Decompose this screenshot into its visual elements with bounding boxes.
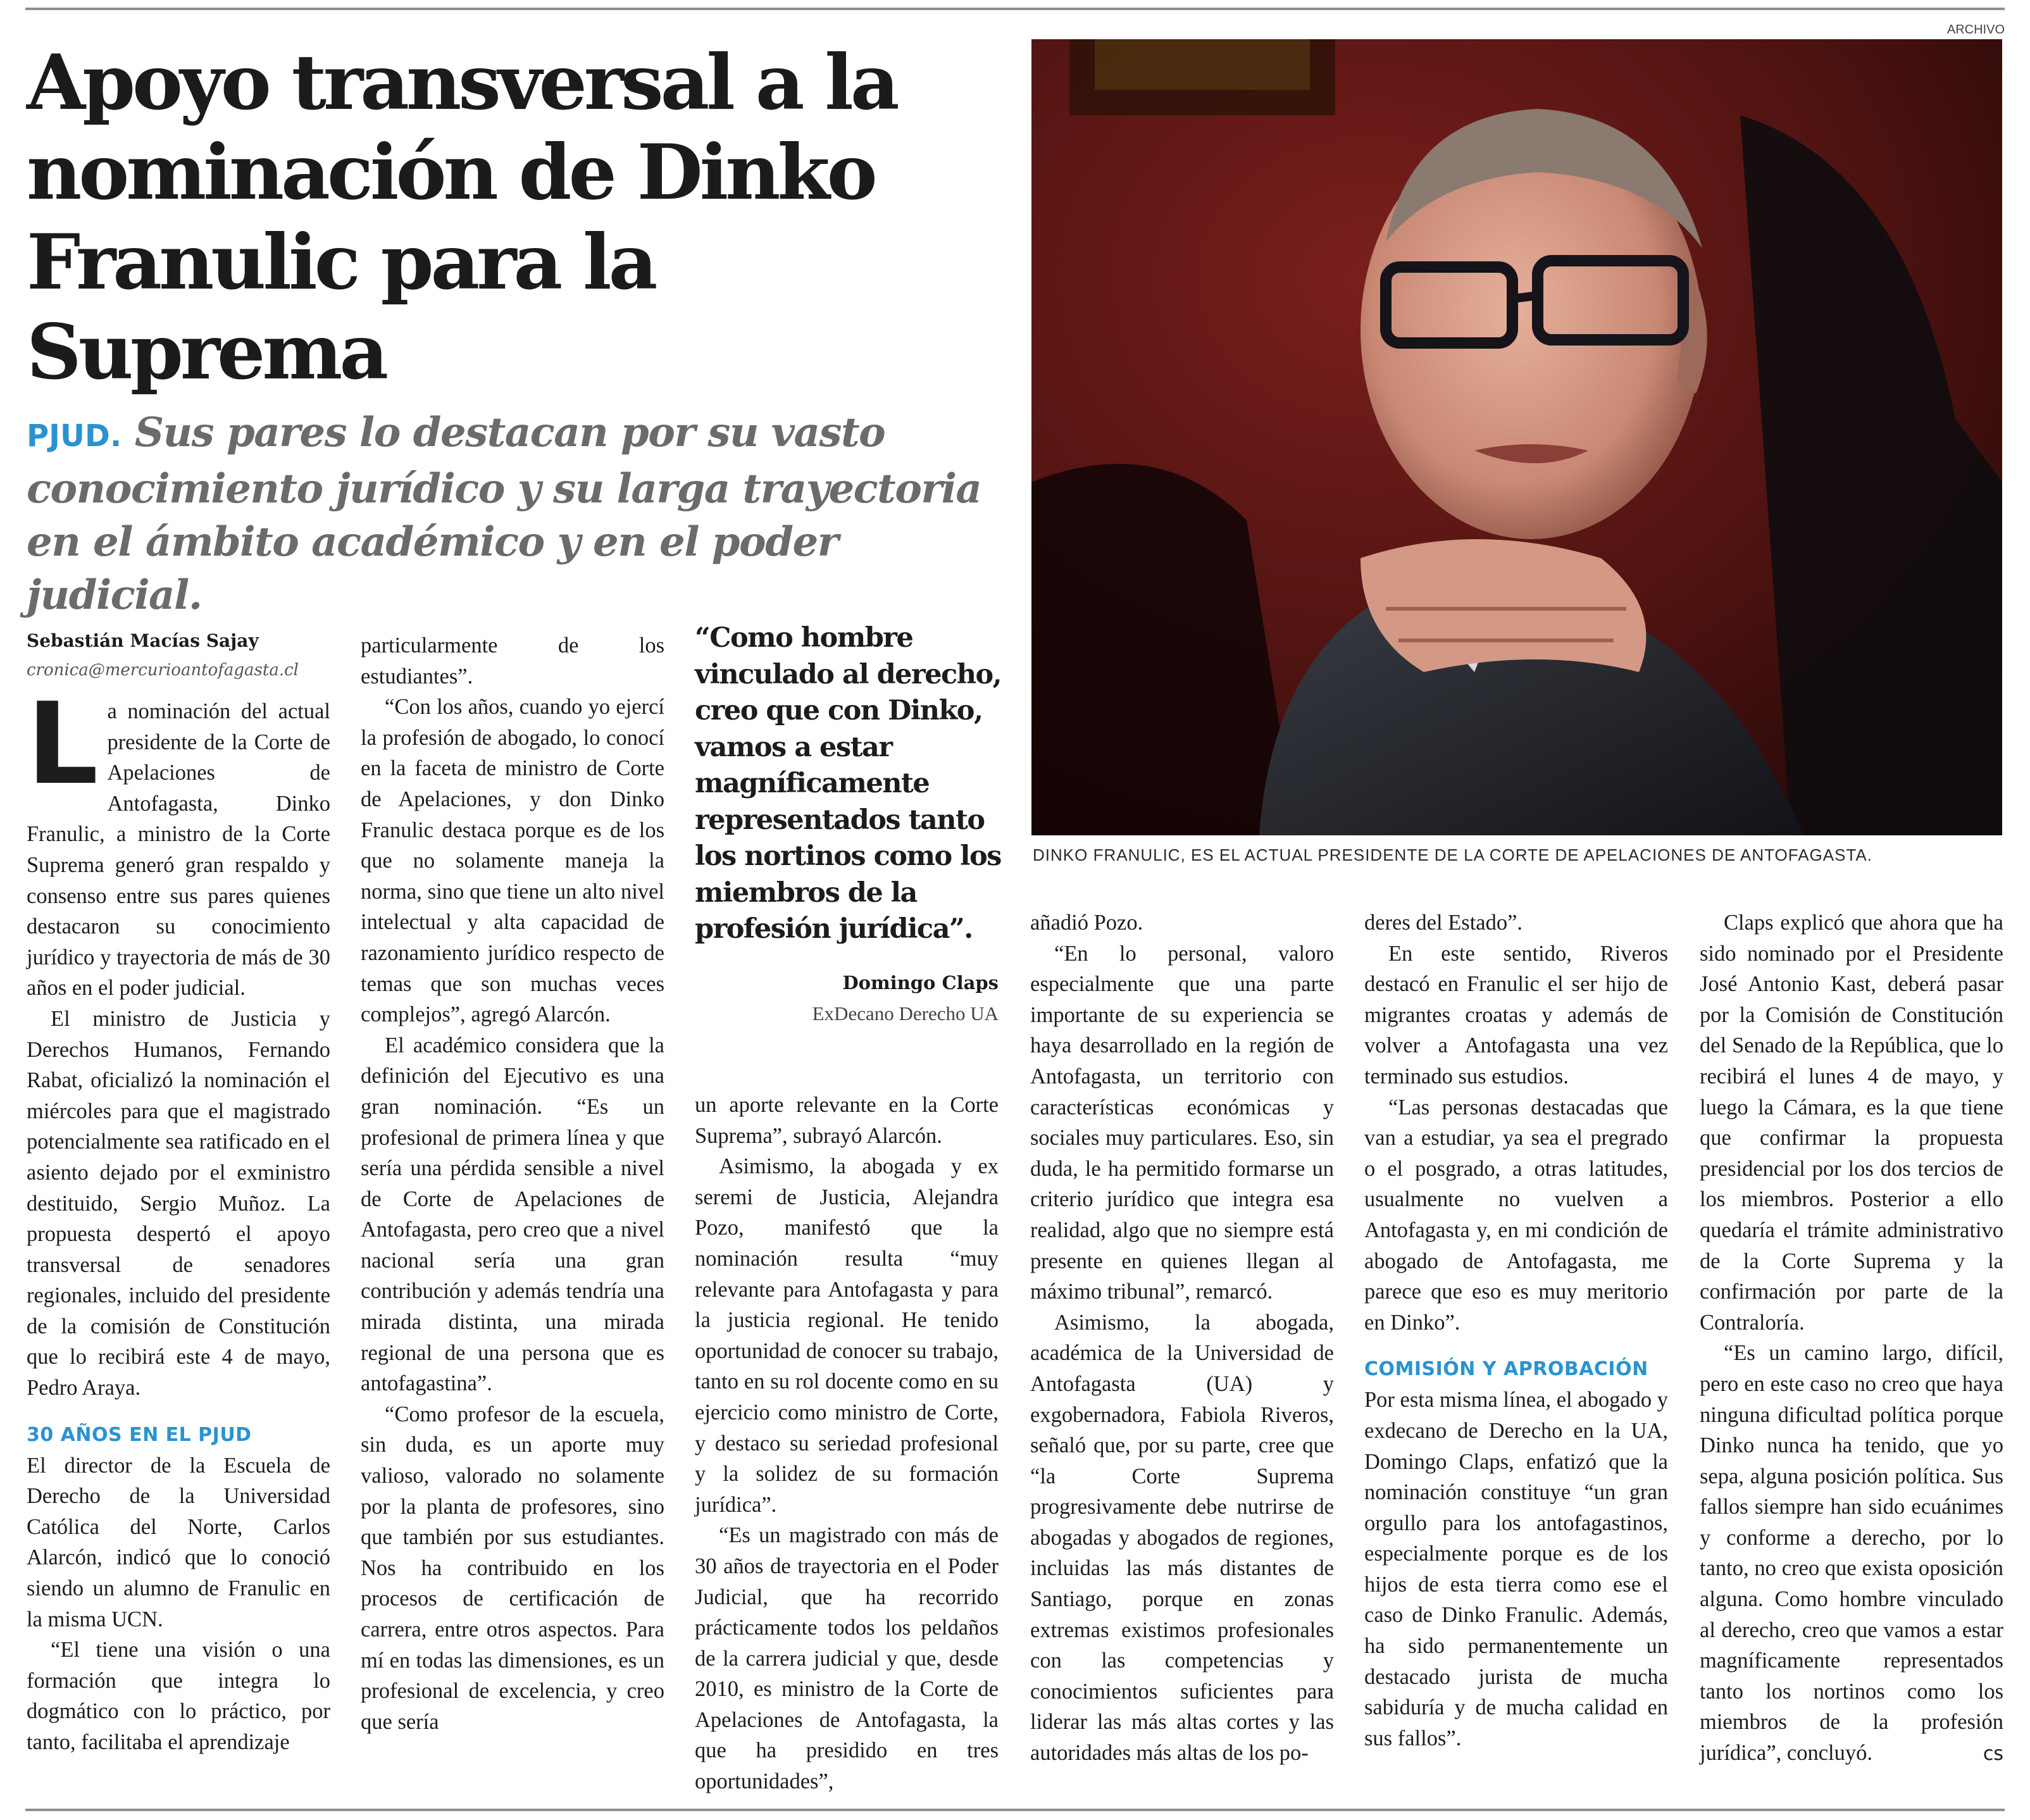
top-rule [25, 8, 2005, 10]
byline-author: Sebastián Macías Sajay [27, 630, 259, 651]
paragraph [1700, 1338, 2003, 1768]
pull-quote-author: Domingo Claps [842, 972, 999, 994]
article-column-2 [361, 630, 664, 1737]
subhead-comision: COMISIÓN Y APROBACIÓN [1364, 1358, 1648, 1381]
deck [27, 406, 1014, 622]
deck-text: Sus pares lo destacan por su vasto conocimiento jurídico y su larga trayectoria en el ámbito académico y en el poder judicial. [27, 409, 981, 619]
paragraph: Claps explicó que ahora que ha sido nominado por el Presidente José Antonio Kast, deberá pasar por la Comisión de Constitución del Senado de la República, que lo recibirá el lunes 4 de mayo, y luego la Cámara, es la que tiene que confirmar la propuesta presidencial por los dos tercios de los miembros. Posterior a ello quedaría el trámite administrativo de la Corte Suprema y la confirmación por parte de la Contraloría. [1700, 911, 2003, 1335]
article-column-1 [27, 678, 330, 1758]
paragraph: “Las personas destacadas que van a estudiar, ya sea el pregrado o el posgrado, a otras latitudes, usualmente no vuelven a Antofagasta y, en mi condición de abogado de Antofagasta, me parece que eso es muy meritorio en Dinko”. [1364, 1095, 1668, 1335]
photo-credit: ARCHIVO [1946, 23, 2005, 37]
paragraph: El director de la Escuela de Derecho de la Universidad Católica del Norte, Carlos Alarcón, indicó que lo conoció siendo un alumno de Franulic en la misma UCN. [27, 1453, 330, 1631]
paragraph: “En lo personal, valoro especialmente que una parte importante de su experiencia se haya desarrollado en la región de Antofagasta, un territorio con características económicas y sociales muy particulares. Eso, sin duda, le ha permitido formarse un criterio jurídico que integra esa realidad, algo que no siempre está presente en quienes llegan al máximo tribunal”, remarcó. [1030, 941, 1334, 1304]
deck-kicker: PJUD. [27, 418, 122, 454]
paragraph: “El tiene una visión o una formación que integra lo dogmático con lo práctico, por tanto, facilitaba el aprendizaje [27, 1638, 330, 1754]
paragraph: “Es un magistrado con más de 30 años de trayectoria en el Poder Judicial, que ha recorrido prácticamente todos los peldaños de la carrera judicial y que, desde 2010, es ministro de la Corte de Apelaciones de Antofagasta, la que ha presidido en tres oportunidades”, [695, 1523, 999, 1794]
paragraph: “Como profesor de la escuela, sin duda, es un aporte muy valioso, valorado no solamente por la planta de profesores, sino que también por sus estudiantes. Nos ha contribuido en los procesos de certificación de carrera, entre otros aspectos. Para mí en todas las dimensiones, es un profesional de excelencia, y creo que sería [361, 1402, 664, 1734]
paragraph: En este sentido, Riveros destacó en Franulic el ser hijo de migrantes croatas y además de volver a Antofagasta una vez terminado sus estudios. [1364, 941, 1668, 1088]
article-column-6 [1700, 907, 2003, 1770]
subhead-30-anos: 30 AÑOS EN EL PJUD [27, 1423, 252, 1446]
paragraph: Por esta misma línea, el abogado y exdecano de Derecho en la UA, Domingo Claps, enfatizó que la nominación constituye “un gran orgullo para los antofagastinos, especialmente porque es de los hijos de esta tierra como ese el caso de Dinko Franulic. Además, ha sido permanentemente un destacado jurista de mucha sabiduría y de mucha calidad en sus fallos”. [1364, 1388, 1669, 1750]
headline: Apoyo transversal a la nominación de Dinko Franulic para la Suprema [27, 38, 897, 397]
end-mark-icon: cs [1983, 1743, 2003, 1766]
pull-quote: “Como hombre vinculado al derecho, creo que con Dinko, vamos a estar magníficamente representados tanto los nortinos como los miembros de la profesión jurídica”. [695, 622, 1002, 945]
byline-email[interactable]: cronica@mercurioantofagasta.cl [27, 661, 299, 680]
pull-quote-role: ExDecano Derecho UA [812, 1002, 999, 1025]
paragraph: El académico considera que la definición del Ejecutivo es una gran nominación. “Es un profesional de primera línea y que sería una pérdida sensible a nivel de Corte de Apelaciones de Antofagasta, pero creo que a nivel nacional sería una gran contribución y además tendría una mirada distinta, una mirada regional de una persona que es antofagastina”. [361, 1033, 664, 1396]
paragraph: “Con los años, cuando yo ejercí la profesión de abogado, lo conocí en la faceta de ministro de Corte de Apelaciones, y don Dinko Franulic destaca porque es de los que no solamente maneja la norma, sino que tiene un alto nivel intelectual y alta capacidad de razonamiento jurídico respecto de temas que son muchas veces complejos”, agregó Alarcón. [361, 695, 664, 1027]
paragraph: Asimismo, la abogada, académica de la Universidad de Antofagasta (UA) y exgobernadora, Fabiola Riveros, señaló que, por su parte, cree que “la Corte Suprema progresivamente debe nutrirse de abogadas y abogados de regiones, incluidas las más distantes de Santiago, porque en zonas extremas existimos profesionales con las competencias y conocimientos suficientes para liderar las más altas cortes y las autoridades más altas de los po- [1030, 1310, 1334, 1766]
paragraph-continued: añadió Pozo. [1030, 911, 1143, 935]
drop-cap: L [27, 678, 99, 809]
paragraph: Asimismo, la abogada y ex seremi de Justicia, Alejandra Pozo, manifestó que la nominación resulta “muy relevante para Antofagasta y para la justicia regional. He tenido oportunidad de conocer su trabajo, tanto en su rol docente como en su ejercicio como ministro de Corte, y destaco su seriedad profesional y la solidez de su formación jurídica”. [695, 1154, 999, 1517]
paragraph-continued: deres del Estado”. [1364, 911, 1523, 935]
article-column-3 [695, 1090, 999, 1797]
bottom-rule [25, 1809, 2005, 1811]
paragraph-continued: un aporte relevante en la Corte Suprema”, subrayó Alarcón. [695, 1093, 999, 1148]
paragraph-text: “Es un camino largo, difícil, pero en este caso no creo que haya ninguna dificultad política porque Dinko nunca ha tenido, que yo sepa, alguna posición política. Sus fallos siempre han sido ecuánimes y conforme a derecho, por lo tanto, no creo que exista oposición alguna. Como hombre vinculado al derecho, creo que vamos a estar magníficamente representados tanto los nortinos como los miembros de la profesión jurídica”, concluyó. [1700, 1341, 2003, 1766]
portrait-photo [1031, 39, 2002, 835]
lead-paragraph [27, 678, 330, 1004]
portrait-illustration [1031, 39, 2002, 835]
paragraph-continued: particularmente de los estudiantes”. [361, 633, 664, 689]
article-column-4 [1030, 907, 1334, 1769]
paragraph: El ministro de Justicia y Derechos Humanos, Fernando Rabat, oficializó la nominación el miércoles para que el magistrado potencialmente sea ratificado en el asiento dejado por el exministro destituido, Sergio Muñoz. La propuesta despertó el apoyo transversal de senadores regionales, incluido del presidente de la comisión de Constitución que lo recibirá este 4 de mayo, Pedro Araya. [27, 1006, 330, 1400]
article-column-5 [1364, 907, 1668, 1754]
photo-caption: DINKO FRANULIC, ES EL ACTUAL PRESIDENTE DE LA CORTE DE APELACIONES DE ANTOFAGASTA. [1033, 845, 1872, 864]
paragraph-text: a nominación del actual presidente de la Corte de Apelaciones de Antofagasta, Dinko Franulic, a ministro de la Corte Suprema generó gran respaldo y consenso entre sus pares quienes destacaron su conocimiento jurídico y trayectoria de más de 30 años en el poder judicial. [27, 699, 330, 1000]
